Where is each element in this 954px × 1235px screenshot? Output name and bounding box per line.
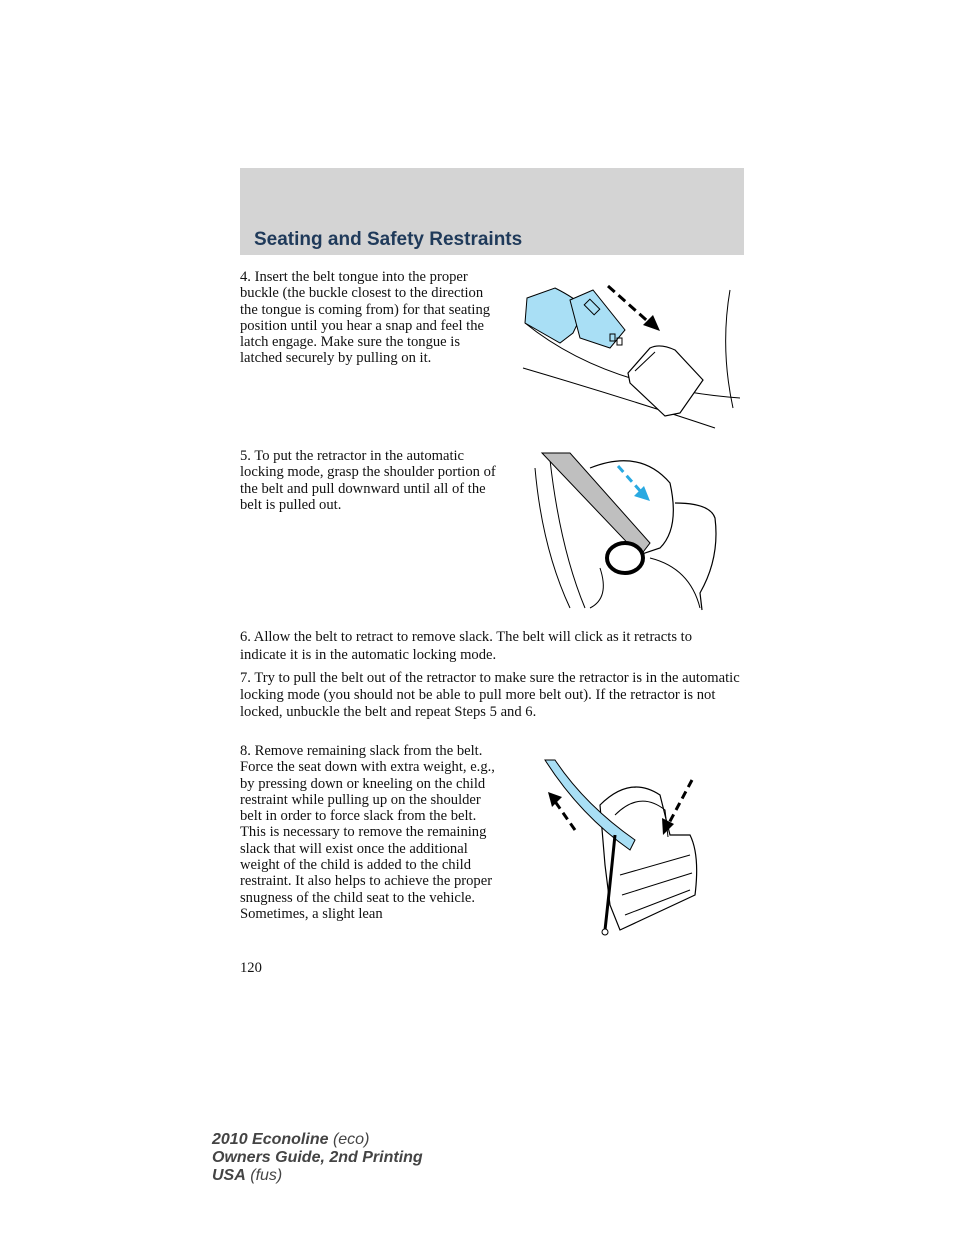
page-number: 120 xyxy=(240,960,262,976)
section-header xyxy=(240,168,744,255)
step-4-text: 4. Insert the belt tongue into the proper buckle (the buckle closest to the direction the tongue is coming from) for that seating position until you hear a snap and feel the latch engage. Make sure the tongue is latched securely by pulling on it. xyxy=(240,269,491,367)
footer-edition: Owners Guide, 2nd Printing xyxy=(212,1149,423,1166)
step-7-text: 7. Try to pull the belt out of the retractor to make sure the retractor is in the automatic locking mode (you should not be able to pull more belt out). If the retractor is not locked, unbuckle the belt and repeat Steps 5 and 6. xyxy=(240,670,740,720)
step-6-text: 6. Allow the belt to retract to remove slack. The belt will click as it retracts to indicate it is in the automatic locking mode. xyxy=(240,629,692,663)
document-footer xyxy=(212,1131,423,1185)
footer-region-code: (fus) xyxy=(250,1167,283,1184)
footer-region: USA xyxy=(212,1167,246,1184)
buckle-illustration xyxy=(515,268,740,433)
child-seat-illustration xyxy=(540,755,705,940)
footer-model: 2010 Econoline xyxy=(212,1131,329,1148)
retractor-illustration xyxy=(530,448,725,613)
section-title: Seating and Safety Restraints xyxy=(254,229,523,250)
footer-model-code: (eco) xyxy=(332,1131,370,1148)
step-5-text: 5. To put the retractor in the automatic locking mode, grasp the shoulder portion of the belt and pull downward until all of the belt is pulled out. xyxy=(240,448,496,513)
step-8-text: 8. Remove remaining slack from the belt. Force the seat down with extra weight, e.g., by pressing down or kneeling on the child restraint while pulling up on the shoulder belt in order to force slack from the belt. This is necessary to remove the remaining slack that will exist once the additional weight of the child is added to the child restraint. It also helps to achieve the proper snugness of the child seat to the vehicle. Sometimes, a slight lean xyxy=(240,743,495,922)
